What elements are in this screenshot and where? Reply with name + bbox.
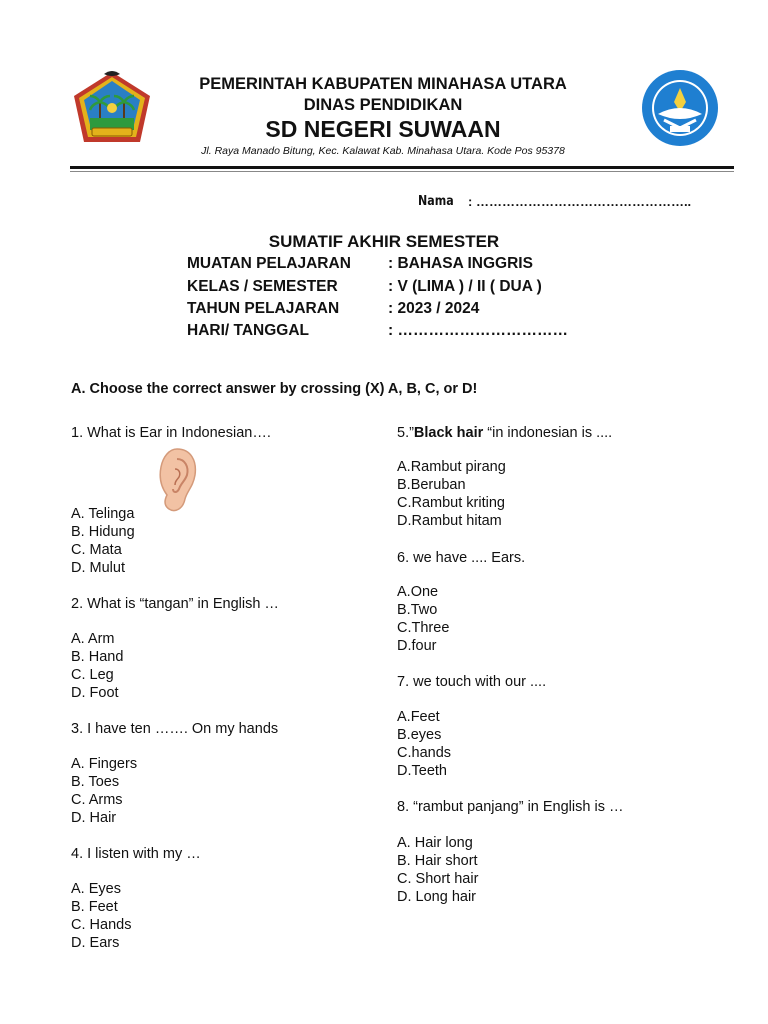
option[interactable]: D.Teeth	[397, 763, 447, 779]
question-5-prefix: 5.”	[397, 425, 414, 441]
info-row-class	[187, 278, 542, 296]
question-6-options	[397, 583, 449, 655]
info-label: TAHUN PELAJARAN	[187, 300, 340, 317]
section-a-instruction: A. Choose the correct answer by crossing (X) A, B, C, or D!	[71, 381, 478, 397]
question-2-options	[71, 630, 123, 702]
option[interactable]: B. Hidung	[71, 524, 135, 540]
ear-icon	[155, 447, 199, 515]
header-rule-thin	[70, 171, 734, 172]
option[interactable]: A.Feet	[397, 709, 440, 725]
question-3: 3. I have ten ……. On my hands	[71, 721, 279, 737]
option[interactable]: D. Mulut	[71, 560, 125, 576]
option[interactable]: A. Hair long	[397, 835, 473, 851]
option[interactable]: B. Hair short	[397, 853, 478, 869]
option[interactable]: A.Rambut pirang	[397, 459, 506, 475]
school-name: SD NEGERI SUWAAN	[265, 116, 501, 142]
info-value: : V (LIMA ) / II ( DUA )	[388, 278, 542, 295]
option[interactable]: A. Arm	[71, 631, 115, 647]
info-label: HARI/ TANGGAL	[187, 322, 309, 339]
question-8-options	[397, 834, 478, 906]
option[interactable]: A. Telinga	[71, 506, 135, 522]
question-5-options	[397, 458, 506, 530]
option[interactable]: C. Leg	[71, 667, 114, 683]
option[interactable]: A. Fingers	[71, 756, 138, 772]
exam-title: SUMATIF AKHIR SEMESTER	[268, 232, 500, 251]
government-name: PEMERINTAH KABUPATEN MINAHASA UTARA	[199, 75, 567, 93]
info-label: MUATAN PELAJARAN	[187, 255, 351, 272]
question-5	[397, 424, 612, 442]
option[interactable]: B. Feet	[71, 899, 118, 915]
question-1-options	[71, 505, 135, 577]
info-row-year	[187, 300, 479, 318]
department-name: DINAS PENDIDIKAN	[303, 96, 463, 114]
option[interactable]: B.Two	[397, 602, 438, 618]
question-4: 4. I listen with my …	[71, 846, 201, 862]
question-7: 7. we touch with our ....	[397, 674, 547, 690]
option[interactable]: D. Ears	[71, 935, 120, 951]
info-row-date	[187, 322, 568, 340]
option[interactable]: B. Hand	[71, 649, 124, 665]
option[interactable]: C. Short hair	[397, 871, 479, 887]
option[interactable]: B. Toes	[71, 774, 120, 790]
option[interactable]: D.Rambut hitam	[397, 513, 502, 529]
question-5-suffix: “in indonesian is ....	[483, 425, 613, 441]
question-8: 8. “rambut panjang” in English is …	[397, 799, 624, 815]
name-label: Nama	[418, 194, 454, 209]
option[interactable]: C. Arms	[71, 792, 123, 808]
option[interactable]: C. Hands	[71, 917, 132, 933]
regency-crest-icon	[70, 68, 154, 150]
option[interactable]: B.eyes	[397, 727, 442, 743]
option[interactable]: A. Eyes	[71, 881, 121, 897]
name-field[interactable]: : …………………………………………..	[468, 194, 692, 209]
question-3-options	[71, 755, 137, 827]
option[interactable]: D. Long hair	[397, 889, 476, 905]
school-address: Jl. Raya Manado Bitung, Kec. Kalawat Kab. Minahasa Utara. Kode Pos 95378	[201, 145, 565, 157]
question-7-options	[397, 708, 451, 780]
question-1: 1. What is Ear in Indonesian….	[71, 425, 271, 441]
option[interactable]: D. Hair	[71, 810, 117, 826]
tut-wuri-handayani-emblem-icon	[640, 68, 720, 148]
option[interactable]: C. Mata	[71, 542, 122, 558]
question-6: 6. we have .... Ears.	[397, 550, 526, 566]
option[interactable]: C.hands	[397, 745, 452, 761]
option[interactable]: B.Beruban	[397, 477, 466, 493]
option[interactable]: D. Foot	[71, 685, 119, 701]
info-row-subject	[187, 255, 533, 273]
question-4-options	[71, 880, 131, 952]
info-value: : 2023 / 2024	[388, 300, 480, 317]
option[interactable]: D.four	[397, 638, 437, 654]
question-5-bold: Black hair	[413, 425, 484, 441]
option[interactable]: A.One	[397, 584, 439, 600]
question-2: 2. What is “tangan” in English …	[71, 596, 279, 612]
option[interactable]: C.Three	[397, 620, 450, 636]
header-rule-thick	[70, 166, 734, 169]
option[interactable]: C.Rambut kriting	[397, 495, 505, 511]
info-value: : ……………………………	[388, 322, 568, 339]
info-value: : BAHASA INGGRIS	[388, 255, 533, 272]
info-label: KELAS / SEMESTER	[187, 278, 338, 295]
